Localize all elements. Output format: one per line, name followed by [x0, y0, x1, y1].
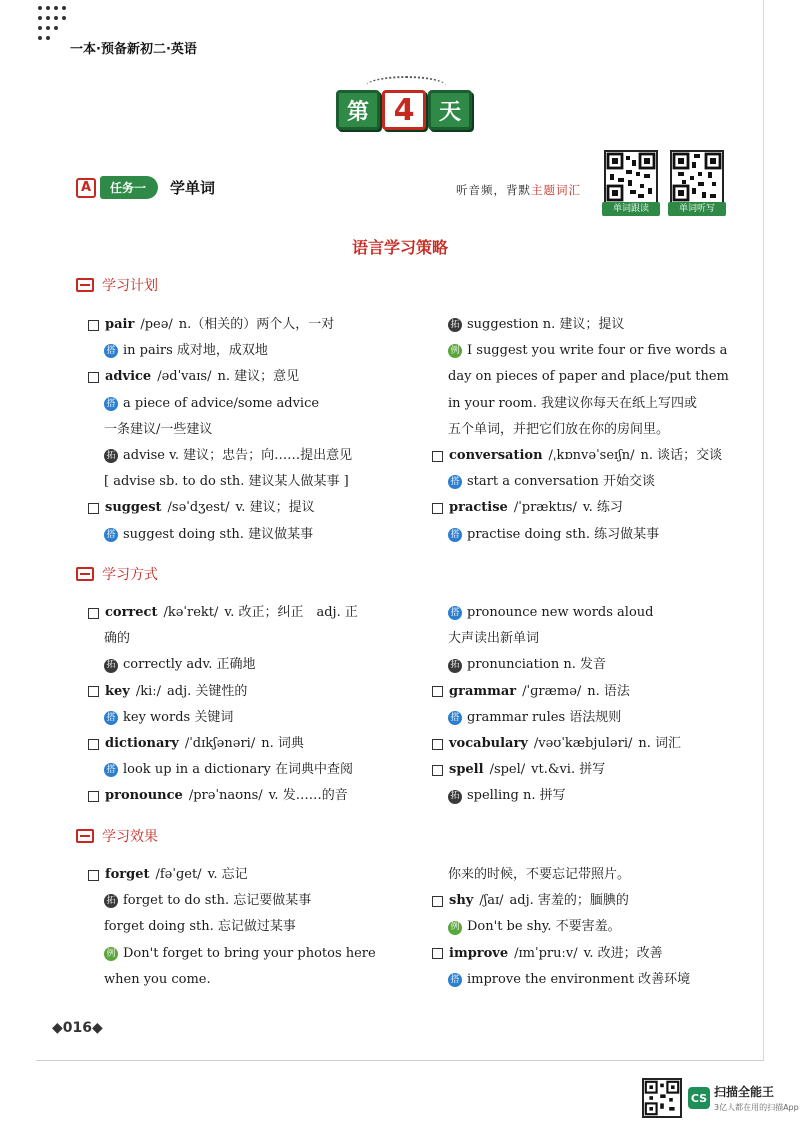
extension-icon: 拓	[448, 659, 462, 673]
study-result-right-column	[432, 862, 690, 993]
entry-headword: correct /kəˈrekt/ v. 改正；纠正 adj. 正	[88, 600, 358, 626]
entry-note: 拓 pronunciation n. 发音	[432, 652, 681, 678]
entry-headword: shy /ʃaɪ/ adj. 害羞的；腼腆的	[432, 888, 690, 914]
study-result-left-column	[88, 862, 376, 993]
cs-logo-icon: CS	[688, 1087, 710, 1109]
entry-headword: pronounce /prəˈnaʊns/ v. 发……的音	[88, 783, 358, 809]
section-study-result: 学习效果	[76, 826, 158, 846]
entry-headword: suggest /səˈdʒest/ v. 建议；提议	[88, 495, 352, 521]
extension-icon: 拓	[104, 894, 118, 908]
phrase-icon: 搭	[104, 528, 118, 542]
entry-headword: key /kiː/ adj. 关键性的	[88, 679, 358, 705]
checkbox[interactable]	[432, 948, 443, 959]
section-marker-icon	[76, 278, 94, 292]
checkbox[interactable]	[432, 739, 443, 750]
checkbox[interactable]	[432, 686, 443, 697]
checkbox[interactable]	[432, 451, 443, 462]
checkbox[interactable]	[88, 372, 99, 383]
phrase-icon: 搭	[104, 711, 118, 725]
entry-note: forget doing sth. 忘记做过某事	[104, 919, 296, 935]
phrase-icon: 搭	[448, 606, 462, 620]
entry-note: 搭 pronounce new words aloud	[432, 600, 681, 626]
task-pill: 任务一	[100, 176, 158, 199]
day-badge	[336, 90, 472, 132]
phrase-icon: 搭	[104, 344, 118, 358]
entry-note: 拓 advise v. 建议；忠告；向……提出意见	[88, 443, 352, 469]
corner-dots-decoration	[36, 4, 72, 44]
qr-code-icon	[670, 150, 724, 204]
study-plan-right-column	[432, 312, 729, 548]
page-edge	[763, 0, 764, 1060]
entry-note: 搭 start a conversation 开始交谈	[432, 469, 729, 495]
phrase-icon: 搭	[448, 528, 462, 542]
entry-headword: forget /fəˈɡet/ v. 忘记	[88, 862, 376, 888]
entry-note: 搭 practise doing sth. 练习做某事	[432, 522, 729, 548]
entry-note: 拓 suggestion n. 建议；提议	[432, 312, 729, 338]
entry-headword: spell /spel/ vt.&vi. 拼写	[432, 757, 681, 783]
book-series-header: 一本·预备新初二·英语	[70, 42, 197, 57]
checkbox[interactable]	[432, 765, 443, 776]
qr-code-dictation[interactable]	[668, 150, 726, 216]
entry-headword: vocabulary /vəʊˈkæbjuləri/ n. 词汇	[432, 731, 681, 757]
entry-note: 例 Don't be shy. 不要害羞。	[432, 914, 690, 940]
day-badge-right: 天	[428, 90, 472, 130]
phrase-icon: 搭	[104, 763, 118, 777]
entry-note: 搭 suggest doing sth. 建议做某事	[88, 522, 352, 548]
entry-note: 一条建议/一些建议	[104, 421, 213, 437]
checkbox[interactable]	[432, 896, 443, 907]
extension-icon: 拓	[448, 790, 462, 804]
section-marker-icon	[76, 567, 94, 581]
scanner-tagline: 3亿人都在用的扫描App	[714, 1103, 799, 1112]
entry-note: 搭 improve the environment 改善环境	[432, 967, 690, 993]
day-badge-left: 第	[336, 90, 380, 130]
entry-note: 拓 spelling n. 拼写	[432, 783, 681, 809]
task-title: 学单词	[170, 179, 216, 197]
study-method-right-column	[432, 600, 681, 810]
study-plan-left-column	[88, 312, 352, 548]
study-method-left-column	[88, 600, 358, 810]
checkbox[interactable]	[88, 503, 99, 514]
entry-headword: improve /ɪmˈpruːv/ v. 改进；改善	[432, 941, 690, 967]
entry-note: 你来的时候，不要忘记带照片。	[448, 867, 631, 882]
checkbox[interactable]	[88, 739, 99, 750]
phrase-icon: 搭	[104, 397, 118, 411]
entry-note: 搭 look up in a dictionary 在词典中查阅	[88, 757, 358, 783]
entry-note: day on pieces of paper and place/put them	[448, 369, 729, 385]
extension-icon: 拓	[104, 659, 118, 673]
qr-caption: 单词跟读	[602, 202, 660, 216]
qr-code-icon	[604, 150, 658, 204]
day-badge-number: 4	[382, 90, 426, 130]
entry-headword: pair /peə/ n.（相关的）两个人，一对	[88, 312, 352, 338]
entry-headword: advice /ədˈvaɪs/ n. 建议；意见	[88, 364, 352, 390]
section-marker-icon	[76, 829, 94, 843]
entry-note: 例 Don't forget to bring your photos here	[88, 941, 376, 967]
entry-note: 大声读出新单词	[448, 631, 540, 647]
page-number: ◆016◆	[52, 1020, 103, 1036]
entry-note: in your room. 我建议你每天在纸上写四或	[448, 395, 698, 411]
checkbox[interactable]	[88, 791, 99, 802]
entry-headword: dictionary /ˈdɪkʃənəri/ n. 词典	[88, 731, 358, 757]
entry-note: 搭 a piece of advice/some advice	[88, 391, 352, 417]
qr-caption: 单词听写	[668, 202, 726, 216]
entry-note: [ advise sb. to do sth. 建议某人做某事 ]	[104, 474, 349, 490]
qr-code-follow-read[interactable]	[602, 150, 660, 216]
example-icon: 例	[448, 921, 462, 935]
section-study-plan: 学习计划	[76, 275, 158, 295]
checkbox[interactable]	[88, 608, 99, 619]
entry-headword: conversation /ˌkɒnvəˈseɪʃn/ n. 谈话；交谈	[432, 443, 729, 469]
checkbox[interactable]	[88, 870, 99, 881]
extension-icon: 拓	[448, 318, 462, 332]
checkbox[interactable]	[88, 320, 99, 331]
entry-note: 搭 key words 关键词	[88, 705, 358, 731]
phrase-icon: 搭	[448, 711, 462, 725]
phrase-icon: 搭	[448, 973, 462, 987]
entry-headword: practise /ˈpræktɪs/ v. 练习	[432, 495, 729, 521]
bottom-rule	[36, 1060, 764, 1061]
entry-note: 拓 forget to do sth. 忘记要做某事	[88, 888, 376, 914]
example-icon: 例	[104, 947, 118, 961]
task-header	[76, 176, 215, 199]
strategy-title: 语言学习策略	[351, 238, 448, 257]
scanner-app-name: 扫描全能王	[714, 1085, 775, 1099]
scanner-watermark	[642, 1078, 799, 1118]
entry-note: 五个单词，并把它们放在你的房间里。	[448, 421, 670, 437]
entry-note: 例 I suggest you write four or five words a	[432, 338, 729, 364]
phrase-icon: 搭	[448, 475, 462, 489]
entry-note: 搭 in pairs 成对地，成双地	[88, 338, 352, 364]
entry-note: 搭 grammar rules 语法规则	[432, 705, 681, 731]
section-study-method: 学习方式	[76, 564, 158, 584]
entry-note: 确的	[104, 631, 131, 647]
entry-note: 拓 correctly adv. 正确地	[88, 652, 358, 678]
watermark-qr-icon	[642, 1078, 682, 1118]
checkbox[interactable]	[432, 503, 443, 514]
entry-headword: grammar /ˈɡræmə/ n. 语法	[432, 679, 681, 705]
entry-note: when you come.	[104, 971, 211, 987]
extension-icon: 拓	[104, 449, 118, 463]
checkbox[interactable]	[88, 686, 99, 697]
example-icon: 例	[448, 344, 462, 358]
task-letter: A	[76, 178, 96, 198]
listen-instruction: 听音频，背默主题词汇	[456, 183, 581, 197]
